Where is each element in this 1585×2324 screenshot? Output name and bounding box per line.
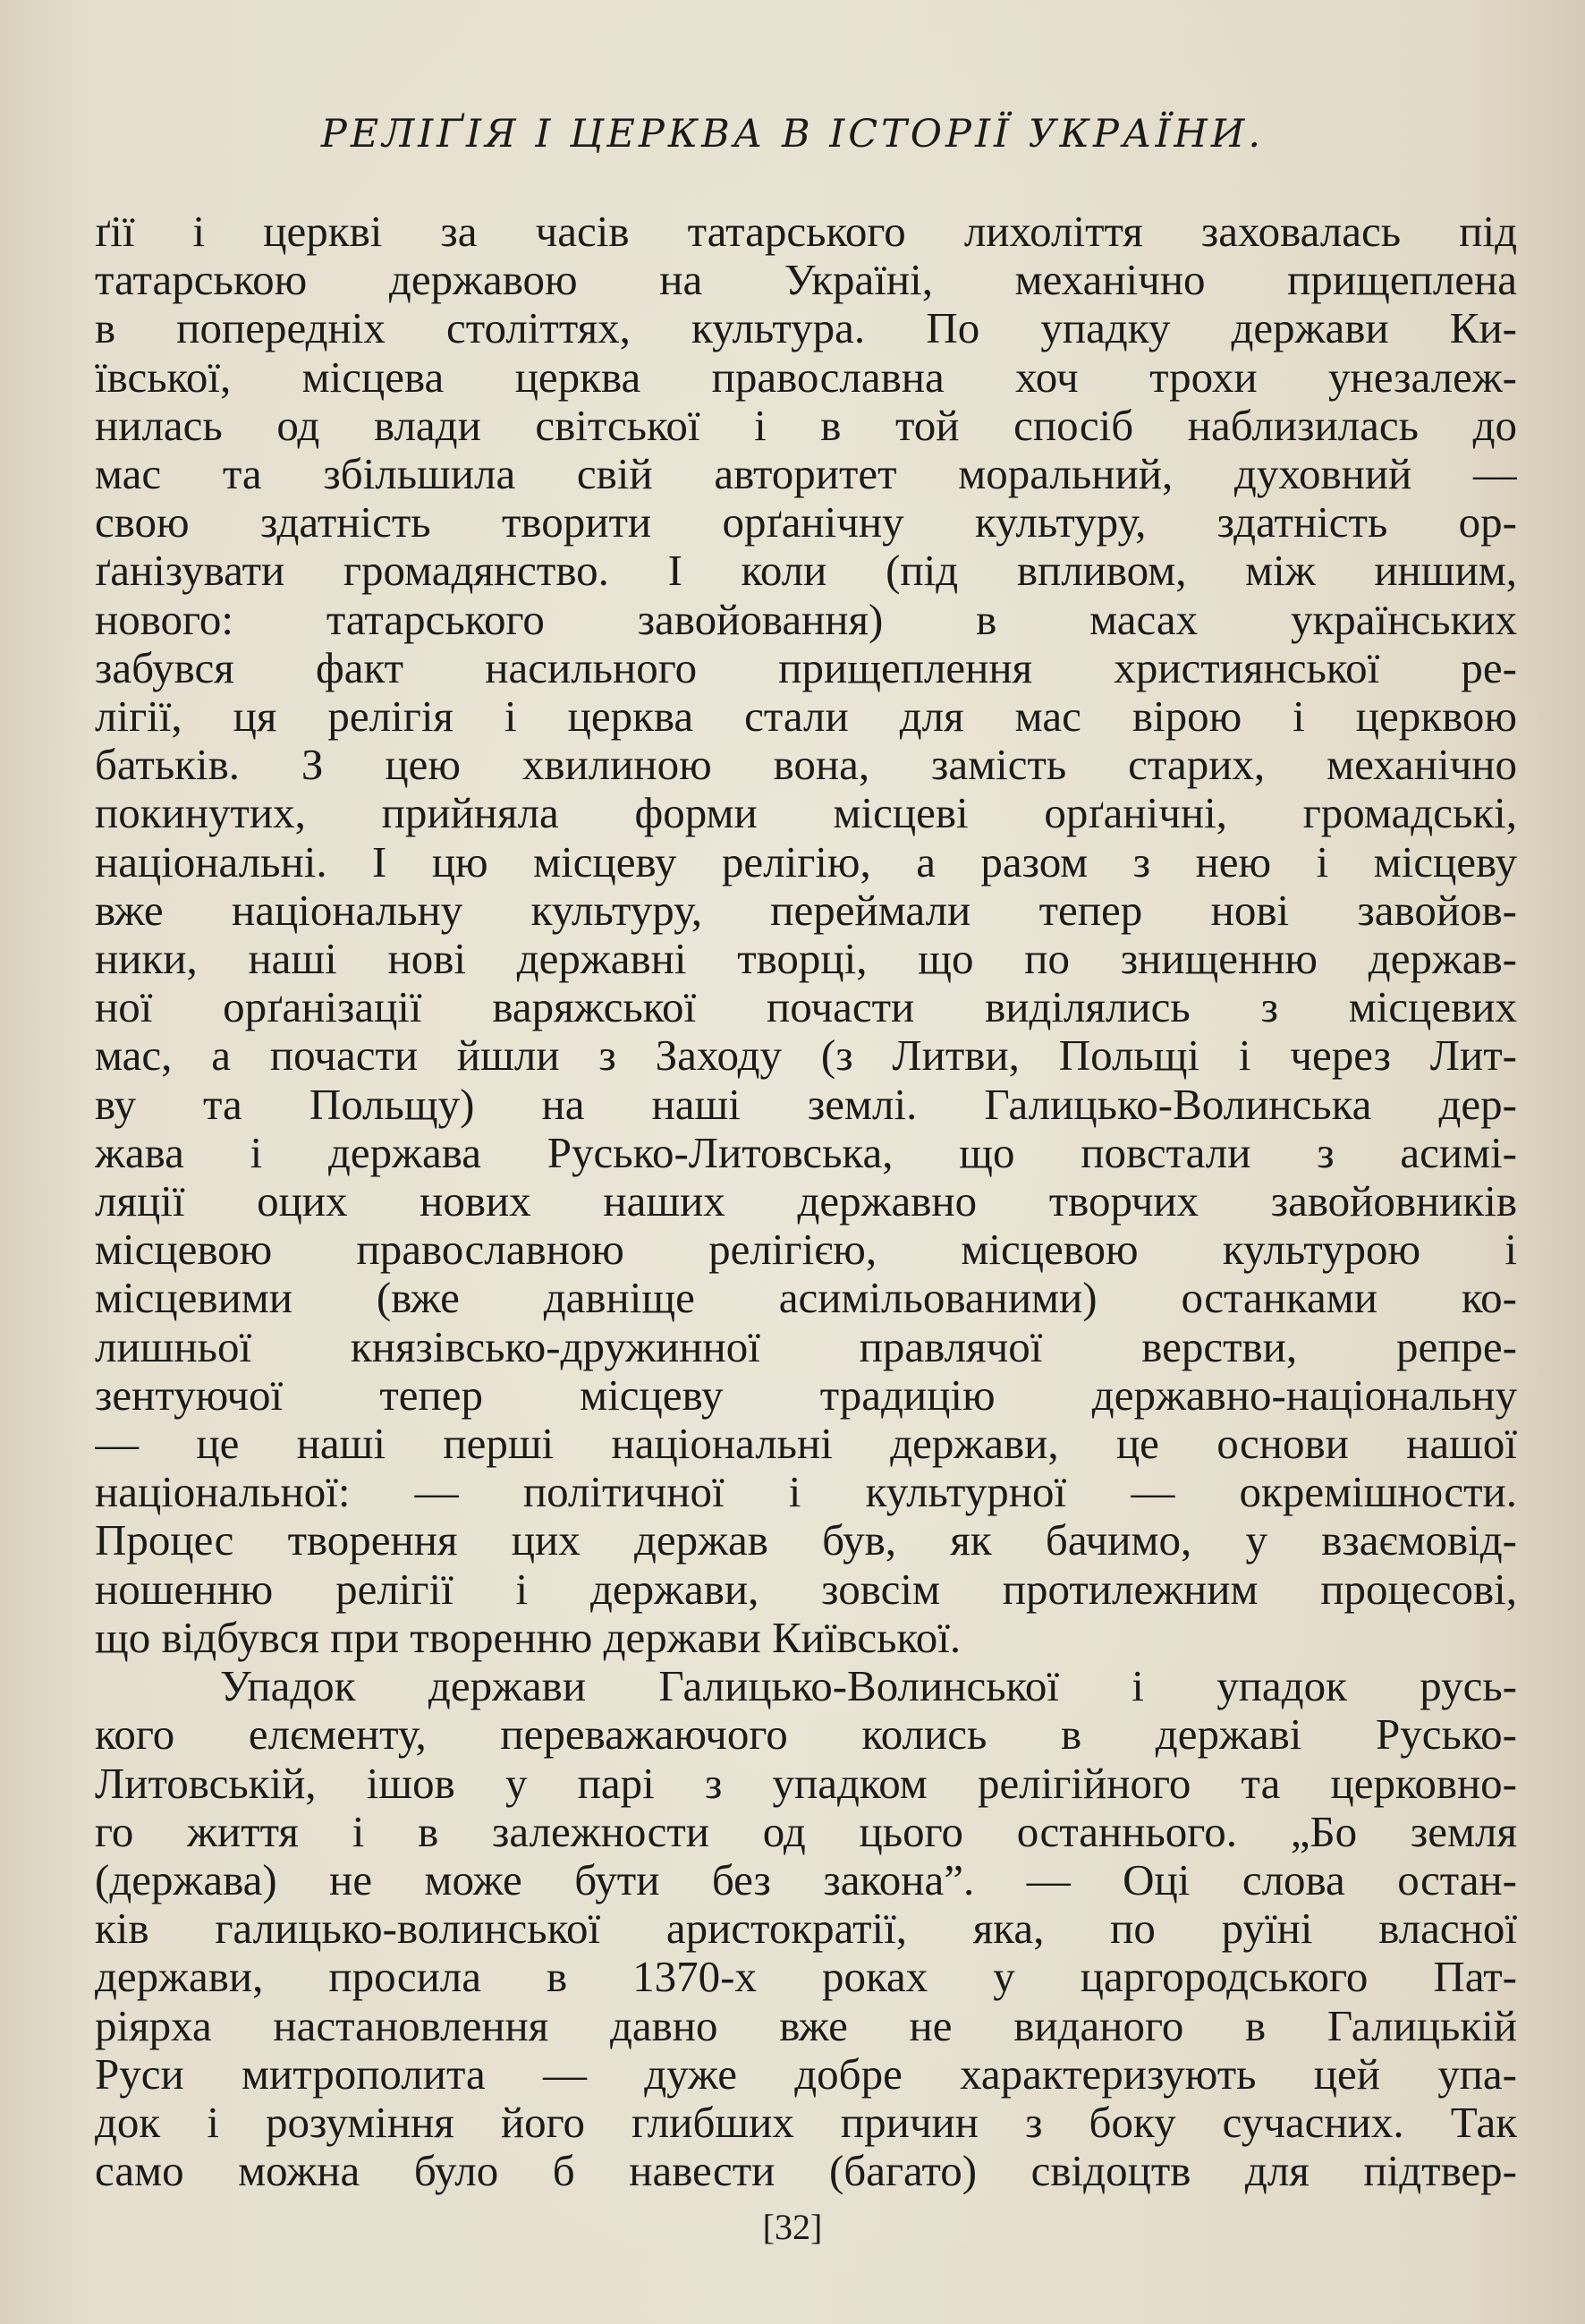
text-line: док і розуміння його глибших причин з боку сучасних. Так <box>95 2098 1517 2147</box>
text-line: татарською державою на Україні, механічно прищеплена <box>95 256 1517 305</box>
text-line: місцевими (вже давніще асимільованими) останками ко- <box>95 1274 1517 1323</box>
text-line: го життя і в залежности од цього останнього. „Бо земля <box>95 1807 1517 1856</box>
text-line: ґанізувати громадянство. І коли (під впливом, між иншим, <box>95 547 1517 596</box>
text-line: ріярха настановлення давно вже не виданого в Галицькій <box>95 2001 1517 2050</box>
text-line: лишньої князівсько-дружинної правлячої верстви, репре- <box>95 1322 1517 1371</box>
text-line: ків галицько-волинської аристократії, яка, по руїні власної <box>95 1904 1517 1954</box>
text-line: кого елєменту, переважаючого колись в державі Русько- <box>95 1710 1517 1760</box>
text-line: батьків. З цею хвилиною вона, замість старих, механічно <box>95 741 1517 790</box>
text-line: покинутих, прийняла форми місцеві орґанічні, громадські, <box>95 789 1517 838</box>
text-line: ївської, місцева церква православна хоч трохи унезалеж- <box>95 352 1517 402</box>
running-head: РЕЛІҐІЯ І ЦЕРКВА В ІСТОРІЇ УКРАЇНИ. <box>320 112 1265 157</box>
text-line: жава і держава Русько-Литовська, що повстали з асимі- <box>95 1128 1517 1177</box>
text-line: місцевою православною релігією, місцевою культурою і <box>95 1226 1517 1275</box>
text-line: національні. І цю місцеву релігію, а разом з нею і місцеву <box>95 837 1517 886</box>
text-line: мас, а почасти йшли з Заходу (з Литви, Польщі і через Лит- <box>95 1031 1517 1081</box>
text-line: в попередніх століттях, культура. По упадку держави Ки- <box>95 304 1517 353</box>
text-line: свою здатність творити орґанічну культуру, здатність ор- <box>95 498 1517 547</box>
text-line: — це наші перші національні держави, це основи нашої <box>95 1420 1517 1469</box>
text-line: (держава) не може бути без закона”. — Оці слова остан- <box>95 1855 1517 1904</box>
text-line: мас та збільшила свій авторитет моральний, духовний — <box>95 450 1517 499</box>
text-line: національної: — політичної і культурної — окремішности. <box>95 1468 1517 1517</box>
text-line: Процес творення цих держав був, як бачимо, у взаємовід- <box>95 1516 1517 1565</box>
body-text <box>95 208 1517 2195</box>
text-line: ники, наші нові державні творці, що по знищенню держав- <box>95 935 1517 984</box>
text-line: ву та Польщу) на наші землі. Галицько-Волинська дер- <box>95 1080 1517 1129</box>
text-line: держави, просила в 1370-х роках у царгородського Пат- <box>95 1953 1517 2002</box>
text-line: що відбувся при творенню держави Київської. <box>95 1613 962 1662</box>
text-line: зентуючої тепер місцеву традицію державно-національну <box>95 1370 1517 1420</box>
paragraph-2 <box>95 1662 1517 2195</box>
text-line: Литовській, ішов у парі з упадком релігійного та церковно- <box>95 1759 1517 1808</box>
page-number: [32] <box>762 2207 823 2247</box>
text-line: вже національну культуру, переймали тепер нові завойов- <box>95 886 1517 935</box>
paragraph-1 <box>95 208 1517 1662</box>
text-line: само можна було б навести (багато) свідоцтв для підтвер- <box>95 2147 1517 2196</box>
text-line: ної орґанізації варяжської почасти виділялись з місцевих <box>95 983 1517 1032</box>
text-line: нового: татарського завойовання) в масах українських <box>95 595 1517 644</box>
text-line: Упадок держави Галицько-Волинської і упадок русь- <box>220 1662 1517 1711</box>
text-line: ношенню релігії і держави, зовсім протилежним процесові, <box>95 1565 1517 1614</box>
text-line: ґії і церкві за часів татарського лихоліття заховалась під <box>95 208 1517 256</box>
text-line: ляції оцих нових наших державно творчих завойовників <box>95 1177 1517 1226</box>
text-line: нилась од влади світської і в той спосіб наблизилась до <box>95 401 1517 450</box>
text-line: забувся факт насильного прищеплення християнської ре- <box>95 643 1517 692</box>
text-line: лігії, ця релігія і церква стали для мас вірою і церквою <box>95 692 1517 742</box>
text-line: Руси митрополита — дуже добре характеризують цей упа- <box>95 2049 1517 2099</box>
